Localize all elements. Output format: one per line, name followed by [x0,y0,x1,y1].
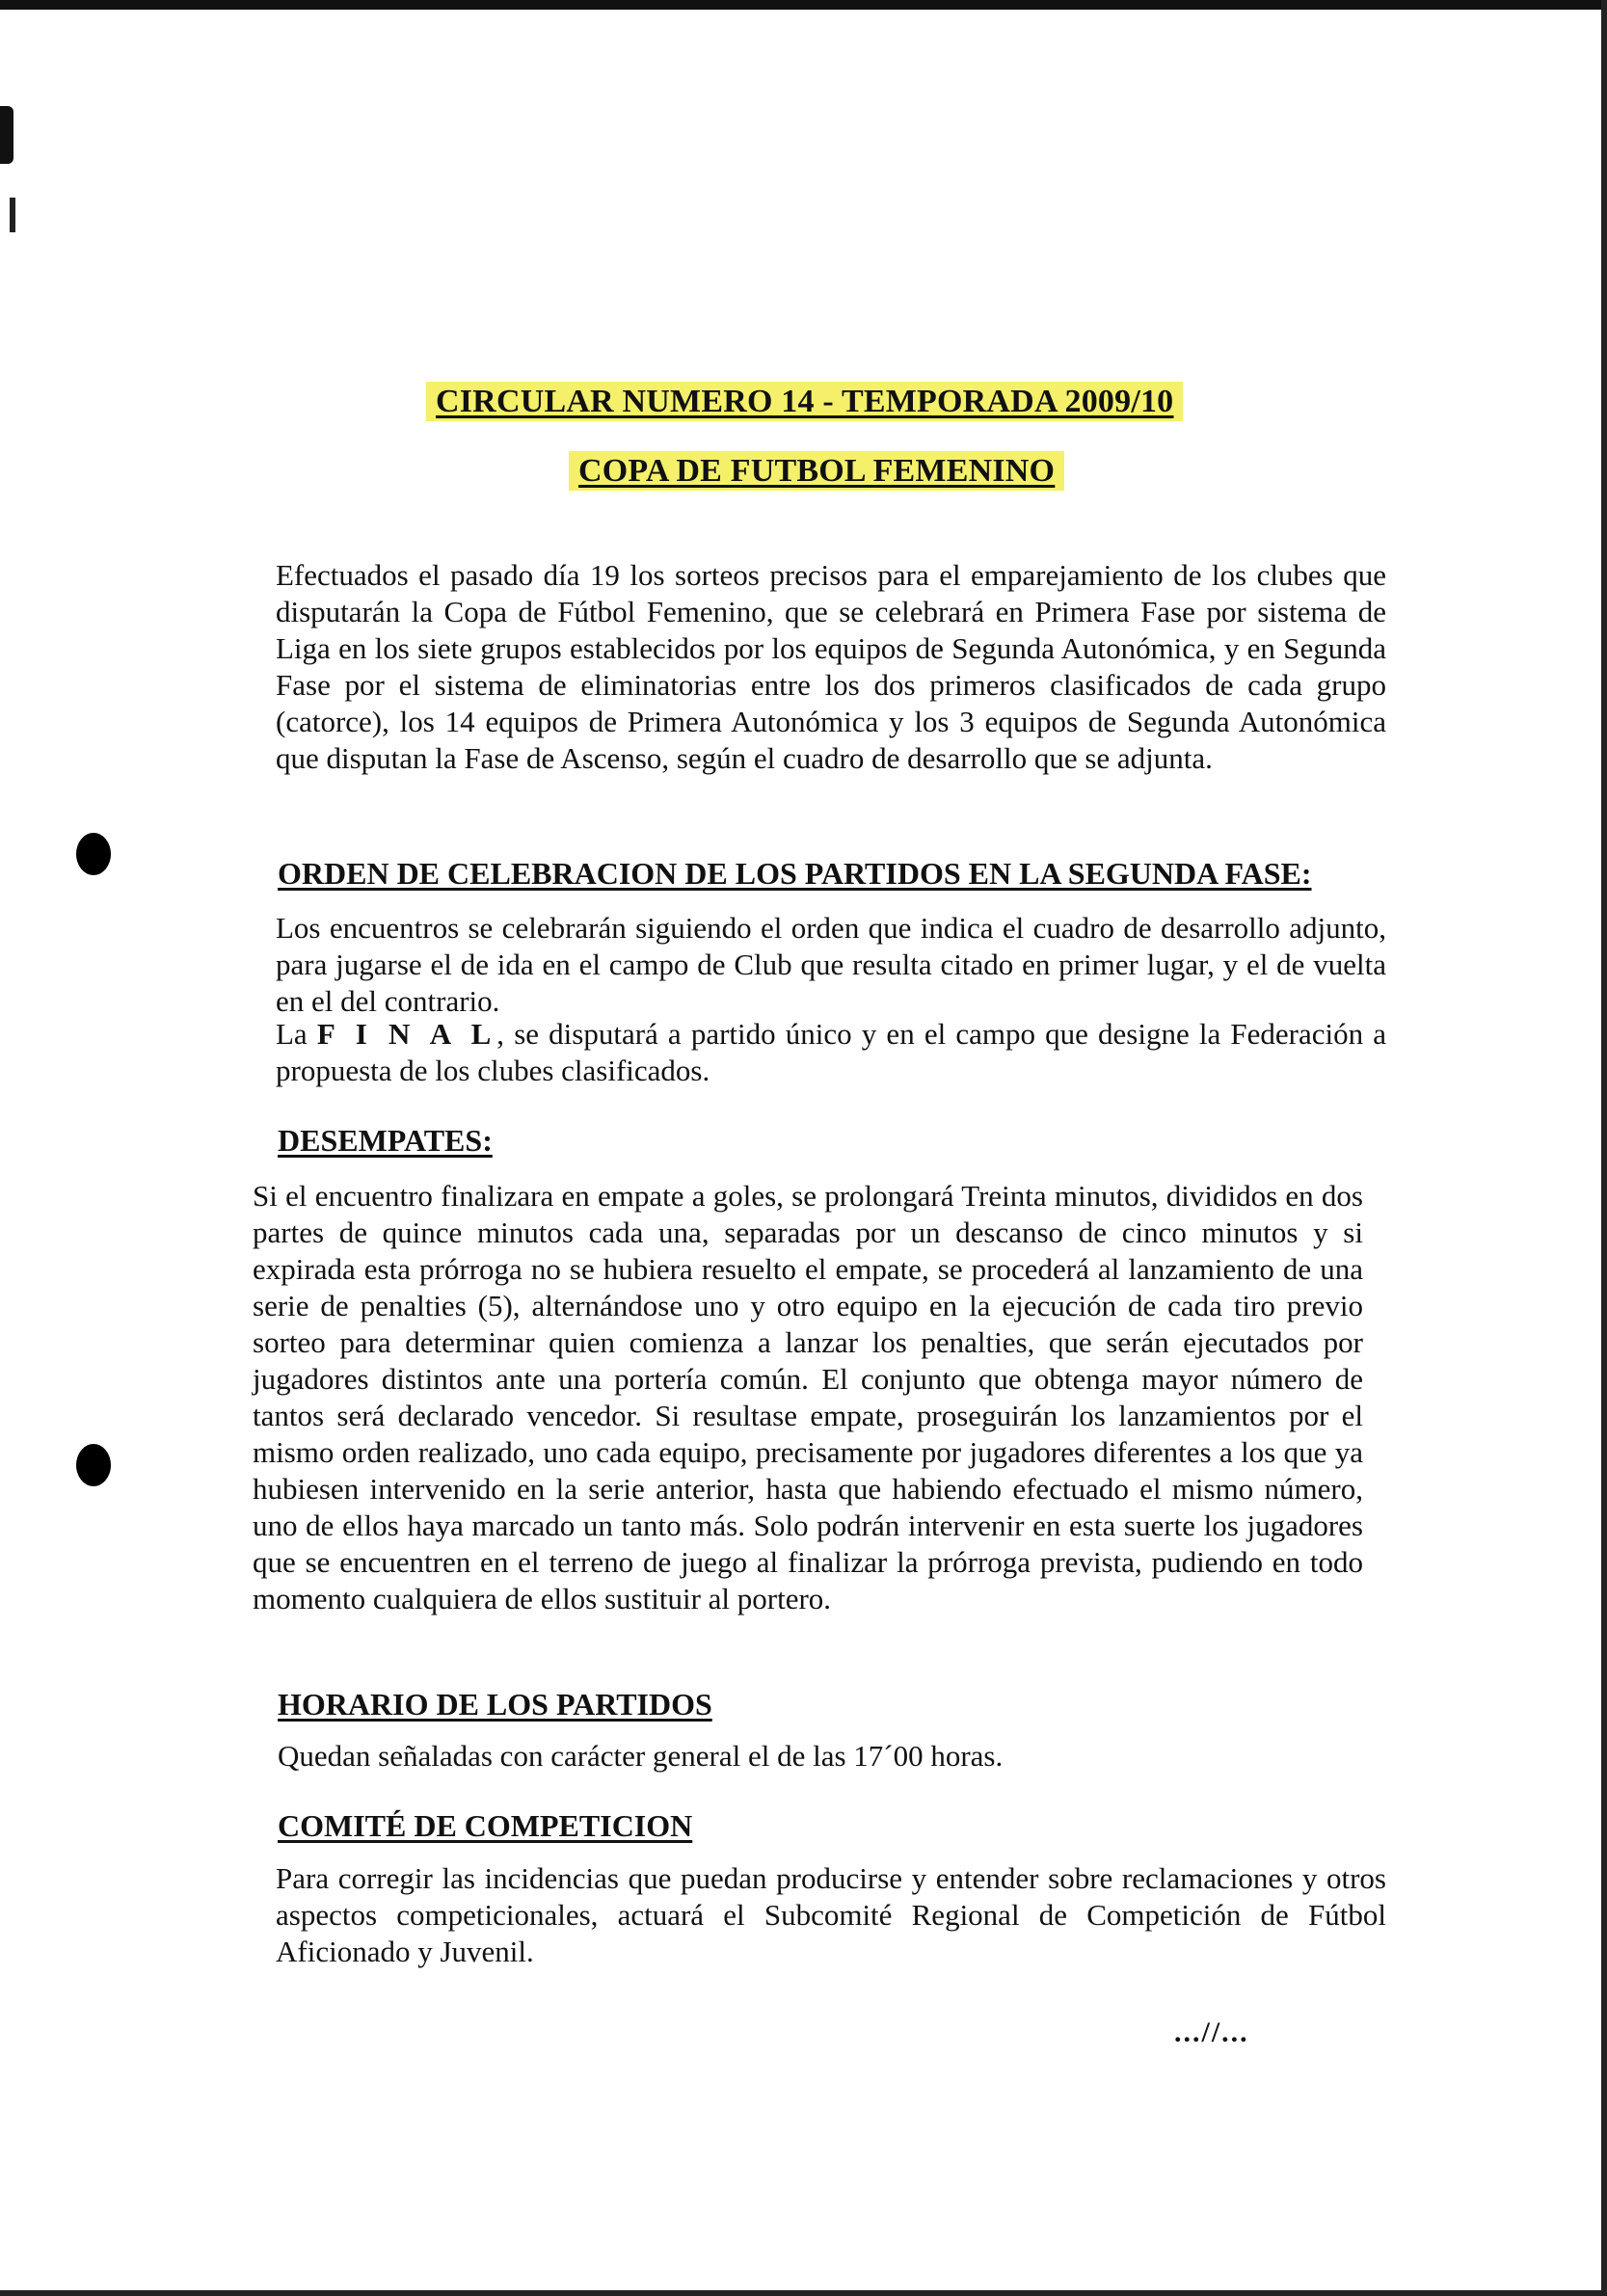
orden-paragraph-2-suffix: , se disputará a partido único y en el campo que designe la Federación a propuesta de los clubes clasificados. [276,1017,1386,1087]
orden-paragraph-1: Los encuentros se celebrarán siguiendo el orden que indica el cuadro de desarrollo adjunto, para jugarse el de ida en el campo de Club que resulta citado en primer lugar, y el de vuelta en el del contrario. [276,911,1386,1018]
scan-edge-bottom [0,2290,1607,2296]
continuation-mark: ...//... [1174,2016,1249,2048]
punch-hole [76,833,111,875]
intro-paragraph: Efectuados el pasado día 19 los sorteos precisos para el emparejamiento de los clubes que disputarán la Copa de Fútbol Femenino, que se celebrará en Primera Fase por sistema de Liga en los siete grupos establecidos por los equipos de Segunda Autonómica, y en Segunda Fase por el sistema de eliminatorias entre los dos primeros clasificados de cada grupo (catorce), los 14 equipos de Primera Autonómica y los 3 equipos de Segunda Autonómica que disputan la Fase de Ascenso, según el cuadro de desarrollo que se adjunta. [276,558,1386,775]
circular-title-text: CIRCULAR NUMERO 14 - TEMPORADA 2009/10 [426,382,1183,421]
desempates-paragraph: Si el encuentro finalizara en empate a goles, se prolongará Treinta minutos, divididos en dos partes de quince minutos cada una, separadas por un descanso de cinco minutos y si expirada esta prórroga no se hubiera resuelto el empate, se procederá al lanzamiento de una serie de penalties (5), alternándose uno y otro equipo en la ejecución de cada tiro previo sorteo para determinar quien comienza a lanzar los penalties, que serán ejecutados por jugadores distintos ante una portería común. El conjunto que obtenga mayor número de tantos será declarado vencedor. Si resultase empate, proseguirán los lanzamientos por el mismo orden realizado, uno cada equipo, precisamente por jugadores diferentes a los que ya hubiesen intervenido en la serie anterior, hasta que habiendo efectuado el mismo número, uno de ellos haya marcado un tanto más. Solo podrán intervenir en esta suerte los jugadores que se encuentren en el terreno de juego al finalizar la prórroga prevista, pudiendo en todo momento cualquiera de ellos sustituir al portero. [253,1179,1363,1615]
punch-hole [76,1444,111,1486]
scan-mark [10,198,15,232]
final-bold-text: F I N A L [316,1017,497,1051]
circular-title [426,384,1178,420]
competition-title [569,453,1064,490]
orden-paragraph-2-prefix: La [276,1017,317,1051]
orden-paragraph-2 [253,1016,1386,1089]
scan-edge-top [0,0,1607,10]
scan-mark [0,106,13,164]
section-heading-orden: ORDEN DE CELEBRACION DE LOS PARTIDOS EN LA SEGUNDA FASE: [278,856,1312,891]
competition-title-text: COPA DE FUTBOL FEMENINO [569,451,1064,491]
comite-paragraph: Para corregir las incidencias que puedan producirse y entender sobre reclamaciones y otros aspectos competicionales, actuará el Subcomité Regional de Competición de Fútbol Aficionado y Juvenil. [276,1861,1386,1968]
scan-edge-right [1601,0,1607,2296]
section-heading-horario: HORARIO DE LOS PARTIDOS [278,1687,712,1722]
horario-paragraph: Quedan señaladas con carácter general el de las 17´00 horas. [278,1739,1004,1773]
section-heading-comite: COMITÉ DE COMPETICION [278,1808,693,1843]
section-heading-desempates: DESEMPATES: [278,1123,493,1158]
